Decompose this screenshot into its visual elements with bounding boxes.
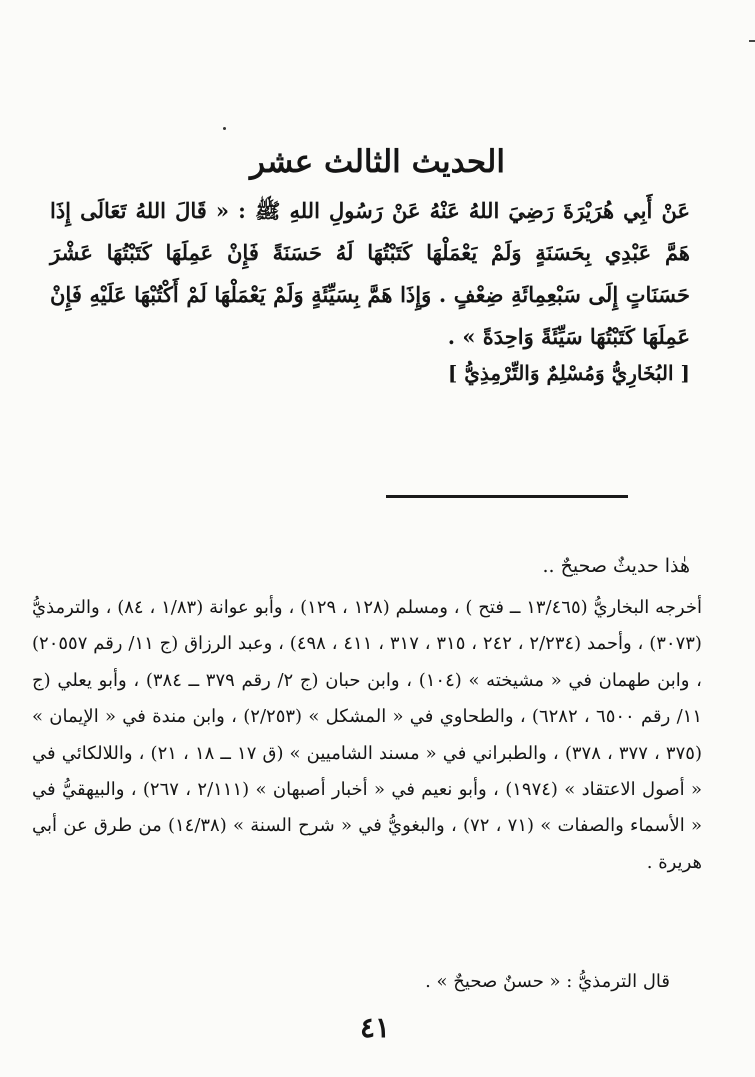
hadith-grade: هٰذا حديثٌ صحيحٌ .. — [542, 555, 690, 577]
section-divider — [386, 495, 628, 498]
page-number: ٤١ — [359, 1011, 391, 1044]
page-edge-mark — [749, 40, 755, 42]
takhrij-block — [32, 590, 702, 881]
chapter-title: الحديث الثالث عشر — [250, 144, 505, 180]
page-speck — [223, 127, 226, 130]
takhrij-text: أخرجه البخاريُّ (١٣/٤٦٥ ــ فتح ) ، ومسلم (١٢٨ ، ١٢٩) ، وأبو عوانة (١/٨٣ ، ٨٤) ، والترمذيُّ (٣٠٧٣) ، وأحمد (٢/٢٣٤ ، ٢٤٢ ، ٣١٥ ، ٣١٧ ، ٤١١ ، ٤٩٨) ، وعبد الرزاق (ج ١١/ رقم ٢٠٥٥٧) ، وابن طهمان في « مشيخته » (١٠٤) ، وابن حبان (ج ٢/ رقم ٣٧٩ ــ ٣٨٤) ، وأبو يعلي (ج ١١/ رقم ٦٥٠٠ ، ٦٢٨٢) ، والطحاوي في « المشكل » (٢/٢٥٣) ، وابن مندة في « الإيمان » (٣٧٥ ، ٣٧٧ ، ٣٧٨) ، والطبراني في « مسند الشاميين » (ق ١٧ ــ ١٨ ، ٢١) ، واللالكائي في « أصول الاعتقاد » (١٩٧٤) ، وأبو نعيم في « أخبار أصبهان » (٢/١١١ ، ٢٦٧) ، والبيهقيُّ في « الأسماء والصفات » (٧١ ، ٧٢) ، والبغويُّ في « شرح السنة » (١٤/٣٨) من طرق عن أبي هريرة . — [32, 597, 703, 873]
hadith-text: عَنْ أَبِي هُرَيْرَةَ رَضِيَ اللهُ عَنْهُ عَنْ رَسُولِ اللهِ ﷺ : « قَالَ اللهُ تَعَالَى إِذَا هَمَّ عَبْدِي بِحَسَنَةٍ وَلَمْ يَعْمَلْهَا كَتَبْتُهَا لَهُ حَسَنَةً فَإِنْ عَمِلَهَا كَتَبْتُهَا عَشْرَ حَسَنَاتٍ إِلَى سَبْعِمِائَةِ ضِعْفٍ . وَإِذَا هَمَّ بِسَيِّئَةٍ وَلَمْ يَعْمَلْهَا لَمْ أَكْتُبْهَا عَلَيْهِ فَإِنْ عَمِلَهَا كَتَبْتُهَا سَيِّئَةً وَاحِدَةً » . — [50, 198, 690, 349]
hadith-text-block — [50, 190, 690, 358]
tirmidhi-note: قال الترمذيُّ : « حسنٌ صحيحٌ » . — [425, 971, 670, 992]
hadith-source: [ البُخَارِيُّ وَمُسْلِمٌ وَالتِّرْمِذِيُّ ] — [447, 361, 690, 385]
